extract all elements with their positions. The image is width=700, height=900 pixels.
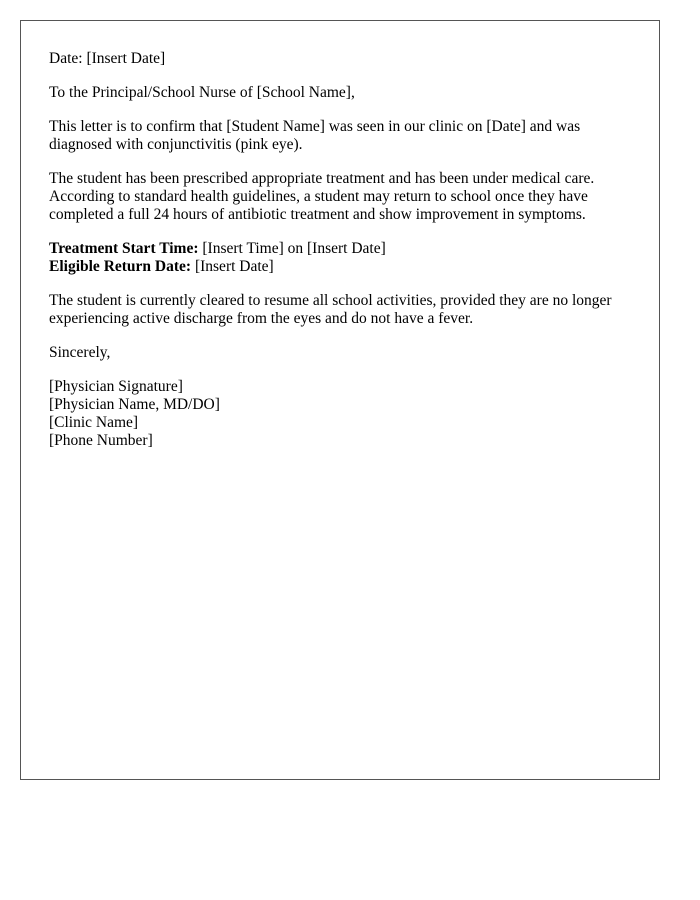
- physician-name: [Physician Name, MD/DO]: [49, 396, 220, 413]
- clinic-name: [Clinic Name]: [49, 414, 139, 431]
- paragraph-treatment: The student has been prescribed appropriate treatment and has been under medical care. According to standard health guidelines, a student may return to school once they have completed a full 24 hours of antibiotic treatment and show improvement in symptoms.: [49, 170, 595, 223]
- paragraph-confirmation: This letter is to confirm that [Student Name] was seen in our clinic on [Date] and was diagnosed with conjunctivitis (pink eye).: [49, 118, 581, 153]
- treatment-start-value: [Insert Time] on [Insert Date]: [198, 240, 386, 257]
- treatment-details: [49, 240, 631, 276]
- return-date-label: Eligible Return Date:: [49, 258, 192, 275]
- phone-number: [Phone Number]: [49, 432, 153, 449]
- signature-block: [49, 378, 631, 450]
- letter-page: [20, 20, 660, 780]
- salutation: To the Principal/School Nurse of [School Name],: [49, 84, 355, 101]
- physician-signature: [Physician Signature]: [49, 378, 183, 395]
- return-date-value: [Insert Date]: [191, 258, 274, 275]
- paragraph-cleared: The student is currently cleared to resume all school activities, provided they are no longer experiencing active discharge from the eyes and do not have a fever.: [49, 292, 612, 327]
- closing: Sincerely,: [49, 344, 111, 361]
- date-line: Date: [Insert Date]: [49, 50, 166, 67]
- treatment-start-label: Treatment Start Time:: [49, 240, 199, 257]
